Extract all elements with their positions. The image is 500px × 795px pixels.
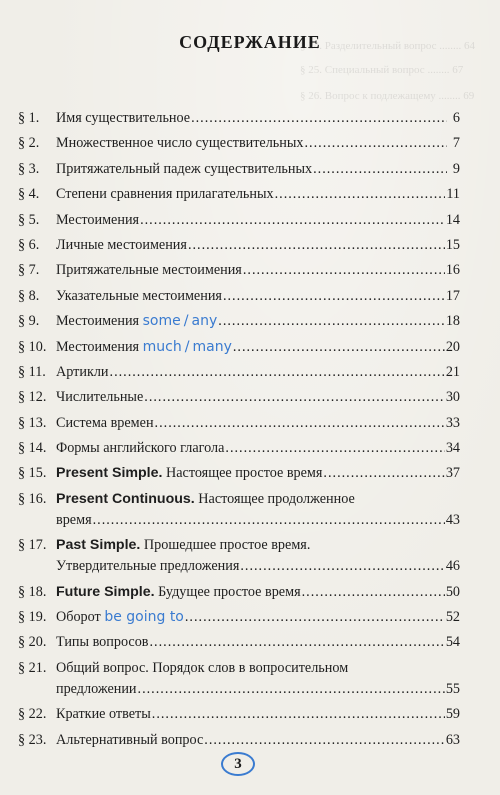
entry-body bbox=[56, 489, 460, 531]
leader-dots bbox=[302, 582, 445, 603]
entry-title bbox=[56, 582, 301, 603]
toc-entry bbox=[18, 286, 460, 307]
entry-title bbox=[56, 184, 274, 205]
section-number: § 17. bbox=[18, 537, 47, 554]
entry-line bbox=[56, 730, 460, 751]
entry-text-continued: время bbox=[56, 511, 92, 528]
toc-entry bbox=[18, 337, 460, 358]
entry-title bbox=[56, 438, 224, 459]
entry-line bbox=[56, 632, 460, 653]
page-ref: 46 bbox=[445, 558, 460, 575]
section-number: § 21. bbox=[18, 659, 47, 676]
term-separator: / bbox=[183, 313, 189, 330]
entry-line bbox=[56, 311, 460, 332]
entry-text: Артикли bbox=[56, 363, 109, 380]
toc-entry bbox=[18, 607, 460, 628]
page-ref: 54 bbox=[445, 634, 460, 651]
entry-title bbox=[56, 235, 187, 256]
entry-body bbox=[56, 658, 460, 700]
page-ref: 30 bbox=[445, 389, 460, 406]
entry-body bbox=[56, 704, 460, 725]
section-number: § 14. bbox=[18, 440, 47, 457]
entry-title bbox=[56, 311, 217, 332]
entry-text: Указательные местоимения bbox=[56, 287, 222, 304]
page-number: 3 bbox=[234, 755, 242, 772]
entry-text: Краткие ответы bbox=[56, 706, 151, 723]
entry-title bbox=[56, 463, 322, 484]
leader-dots bbox=[275, 184, 446, 205]
entry-line bbox=[56, 362, 460, 383]
leader-dots bbox=[204, 730, 445, 751]
entry-line bbox=[56, 556, 460, 577]
section-number: § 8. bbox=[18, 287, 40, 304]
entry-title bbox=[56, 108, 190, 129]
toc-entry bbox=[18, 704, 460, 725]
entry-text: Прошедшее простое время. bbox=[143, 537, 311, 554]
entry-body bbox=[56, 337, 460, 358]
english-term: any bbox=[191, 313, 218, 330]
entry-title bbox=[56, 413, 154, 434]
entry-title bbox=[56, 159, 312, 180]
page-ref: 55 bbox=[445, 680, 460, 697]
section-number: § 13. bbox=[18, 414, 47, 431]
section-number: § 2. bbox=[18, 135, 40, 152]
entry-body bbox=[56, 582, 460, 603]
toc-entry bbox=[18, 413, 460, 434]
page-ref: 63 bbox=[445, 731, 460, 748]
leader-dots bbox=[188, 235, 445, 256]
leader-dots bbox=[155, 413, 445, 434]
entry-text: Местоимения bbox=[56, 313, 140, 330]
page-ref: 6 bbox=[452, 110, 460, 126]
toc-entry bbox=[18, 235, 460, 256]
term-separator: / bbox=[184, 338, 190, 355]
entry-text: Система времен bbox=[56, 414, 154, 431]
entry-text: Типы вопросов bbox=[56, 634, 149, 651]
leader-dots bbox=[313, 159, 447, 180]
page-ref: 59 bbox=[445, 706, 460, 723]
leader-dots bbox=[243, 260, 445, 281]
page-ref: 21 bbox=[445, 363, 460, 380]
entry-body bbox=[56, 260, 460, 281]
section-number: § 16. bbox=[18, 490, 47, 507]
entry-body bbox=[56, 463, 460, 484]
entry-title bbox=[56, 210, 139, 231]
page-ref: 11 bbox=[446, 186, 460, 203]
entry-text: Притяжательный падеж существительных bbox=[56, 160, 313, 177]
leader-dots bbox=[233, 337, 445, 358]
entry-text: Степени сравнения прилагательных bbox=[56, 186, 274, 203]
section-number: § 20. bbox=[18, 634, 47, 651]
entry-text: Местоимения bbox=[56, 211, 140, 228]
leader-dots bbox=[305, 133, 448, 154]
entry-title bbox=[56, 387, 143, 408]
english-term: some bbox=[142, 313, 181, 330]
entry-text: Альтернативный вопрос bbox=[56, 731, 204, 748]
toc-entry bbox=[18, 184, 460, 205]
entry-text: Оборот bbox=[56, 609, 101, 626]
leader-dots bbox=[150, 632, 445, 653]
tense-name: Present Continuous. bbox=[56, 490, 195, 507]
page-ref: 18 bbox=[445, 313, 460, 330]
entry-line bbox=[56, 510, 460, 531]
entry-line bbox=[56, 489, 460, 510]
toc-entry bbox=[18, 387, 460, 408]
entry-text: Местоимения bbox=[56, 338, 140, 355]
toc-entry bbox=[18, 658, 460, 700]
page-ref: 52 bbox=[445, 609, 460, 626]
entry-line bbox=[56, 438, 460, 459]
table-of-contents bbox=[18, 108, 460, 751]
page-number-badge bbox=[221, 752, 255, 776]
entry-text: Личные местоимения bbox=[56, 236, 187, 253]
leader-dots bbox=[152, 704, 445, 725]
entry-line bbox=[56, 210, 460, 231]
page-title: СОДЕРЖАНИЕ bbox=[179, 32, 321, 52]
entry-line bbox=[56, 607, 460, 628]
entry-title bbox=[56, 286, 222, 307]
toc-entry bbox=[18, 730, 460, 751]
entry-line bbox=[56, 133, 460, 154]
entry-text: Настоящее простое время bbox=[166, 465, 323, 482]
toc-entry bbox=[18, 438, 460, 459]
page-ref: 50 bbox=[445, 583, 460, 600]
toc-entry bbox=[18, 260, 460, 281]
entry-line bbox=[56, 658, 460, 679]
leader-dots bbox=[185, 607, 445, 628]
section-number: § 11. bbox=[18, 363, 46, 380]
entry-body bbox=[56, 413, 460, 434]
entry-text: Множественное число существительных bbox=[56, 135, 304, 152]
toc-entry bbox=[18, 133, 460, 154]
entry-line bbox=[56, 286, 460, 307]
entry-body bbox=[56, 535, 460, 577]
entry-line bbox=[56, 184, 460, 205]
bleed-through-text: § 25. Специальный вопрос ........ 67 bbox=[300, 64, 464, 76]
section-number: § 4. bbox=[18, 186, 40, 203]
entry-line bbox=[56, 704, 460, 725]
entry-text-continued: предложении bbox=[56, 680, 137, 697]
toc-entry bbox=[18, 210, 460, 231]
page-ref: 16 bbox=[445, 262, 460, 279]
entry-body bbox=[56, 210, 460, 231]
leader-dots bbox=[218, 311, 445, 332]
english-term: much bbox=[142, 338, 182, 355]
tense-name: Future Simple. bbox=[56, 583, 155, 600]
section-number: § 22. bbox=[18, 706, 47, 723]
leader-dots bbox=[223, 286, 445, 307]
entry-line bbox=[56, 582, 460, 603]
tense-name: Present Simple. bbox=[56, 465, 163, 482]
entry-line bbox=[56, 679, 460, 700]
section-number: § 19. bbox=[18, 609, 47, 626]
section-number: § 1. bbox=[18, 110, 40, 126]
toc-entry bbox=[18, 463, 460, 484]
leader-dots bbox=[323, 463, 444, 484]
section-number: § 6. bbox=[18, 236, 40, 253]
leader-dots bbox=[138, 679, 445, 700]
toc-entry bbox=[18, 159, 460, 180]
entry-text: Настоящее продолженное bbox=[198, 490, 355, 507]
entry-text: Притяжательные местоимения bbox=[56, 262, 242, 279]
section-number: § 18. bbox=[18, 583, 47, 600]
entry-title bbox=[56, 730, 203, 751]
entry-line bbox=[56, 159, 460, 180]
entry-line bbox=[56, 413, 460, 434]
entry-title bbox=[56, 704, 151, 725]
toc-entry bbox=[18, 535, 460, 577]
page-ref: 34 bbox=[445, 440, 460, 457]
toc-entry bbox=[18, 489, 460, 531]
entry-body bbox=[56, 311, 460, 332]
entry-body bbox=[56, 607, 460, 628]
entry-text: Формы английского глагола bbox=[56, 440, 225, 457]
entry-text: Общий вопрос. Порядок слов в вопросительном bbox=[56, 659, 349, 676]
section-number: § 3. bbox=[18, 160, 40, 177]
leader-dots bbox=[110, 362, 445, 383]
leader-dots bbox=[144, 387, 445, 408]
page-ref: 20 bbox=[445, 338, 460, 355]
leader-dots bbox=[240, 556, 444, 577]
bleed-through-text: § 26. Вопрос к подлежащему ........ 69 bbox=[300, 90, 475, 102]
entry-body bbox=[56, 286, 460, 307]
english-term: be going to bbox=[104, 609, 184, 626]
entry-line bbox=[56, 387, 460, 408]
entry-title bbox=[56, 489, 355, 510]
entry-title bbox=[56, 607, 184, 628]
toc-entry bbox=[18, 108, 460, 129]
tense-name: Past Simple. bbox=[56, 537, 141, 554]
page-ref: 43 bbox=[445, 511, 460, 528]
entry-title bbox=[56, 362, 109, 383]
toc-entry bbox=[18, 582, 460, 603]
toc-entry bbox=[18, 311, 460, 332]
entry-body bbox=[56, 159, 460, 180]
bleed-through-text: § 24. Разделительный вопрос ........ 64 bbox=[300, 40, 476, 52]
entry-body bbox=[56, 387, 460, 408]
section-number: § 9. bbox=[18, 313, 40, 330]
leader-dots bbox=[225, 438, 444, 459]
section-number: § 7. bbox=[18, 262, 40, 279]
entry-line bbox=[56, 535, 460, 556]
entry-title bbox=[56, 337, 232, 358]
toc-entry bbox=[18, 632, 460, 653]
english-term: many bbox=[192, 338, 232, 355]
entry-body bbox=[56, 362, 460, 383]
leader-dots bbox=[191, 108, 447, 129]
entry-body bbox=[56, 632, 460, 653]
page-ref: 14 bbox=[445, 211, 460, 228]
section-number: § 5. bbox=[18, 211, 40, 228]
entry-line bbox=[56, 108, 460, 129]
entry-body bbox=[56, 108, 460, 129]
page-ref: 17 bbox=[445, 287, 460, 304]
entry-title bbox=[56, 133, 304, 154]
entry-text-continued: Утвердительные предложения bbox=[56, 558, 240, 575]
section-number: § 10. bbox=[18, 338, 47, 355]
entry-text: Имя существительное bbox=[56, 110, 191, 126]
section-number: § 15. bbox=[18, 465, 47, 482]
entry-body bbox=[56, 133, 460, 154]
section-number: § 23. bbox=[18, 731, 47, 748]
entry-text: Будущее простое время bbox=[158, 583, 301, 600]
leader-dots bbox=[93, 510, 445, 531]
entry-title bbox=[56, 535, 310, 556]
entry-line bbox=[56, 463, 460, 484]
entry-body bbox=[56, 730, 460, 751]
entry-line bbox=[56, 337, 460, 358]
toc-entry bbox=[18, 362, 460, 383]
page-ref: 33 bbox=[445, 414, 460, 431]
entry-title bbox=[56, 260, 242, 281]
section-number: § 12. bbox=[18, 389, 47, 406]
leader-dots bbox=[140, 210, 445, 231]
entry-body bbox=[56, 438, 460, 459]
page-ref: 15 bbox=[445, 236, 460, 253]
entry-title bbox=[56, 658, 348, 679]
entry-body bbox=[56, 235, 460, 256]
page-ref: 9 bbox=[452, 160, 460, 177]
page-ref: 37 bbox=[445, 465, 460, 482]
entry-line bbox=[56, 260, 460, 281]
entry-title bbox=[56, 632, 149, 653]
entry-line bbox=[56, 235, 460, 256]
entry-body bbox=[56, 184, 460, 205]
page-ref: 7 bbox=[452, 135, 460, 152]
entry-text: Числительные bbox=[56, 389, 144, 406]
